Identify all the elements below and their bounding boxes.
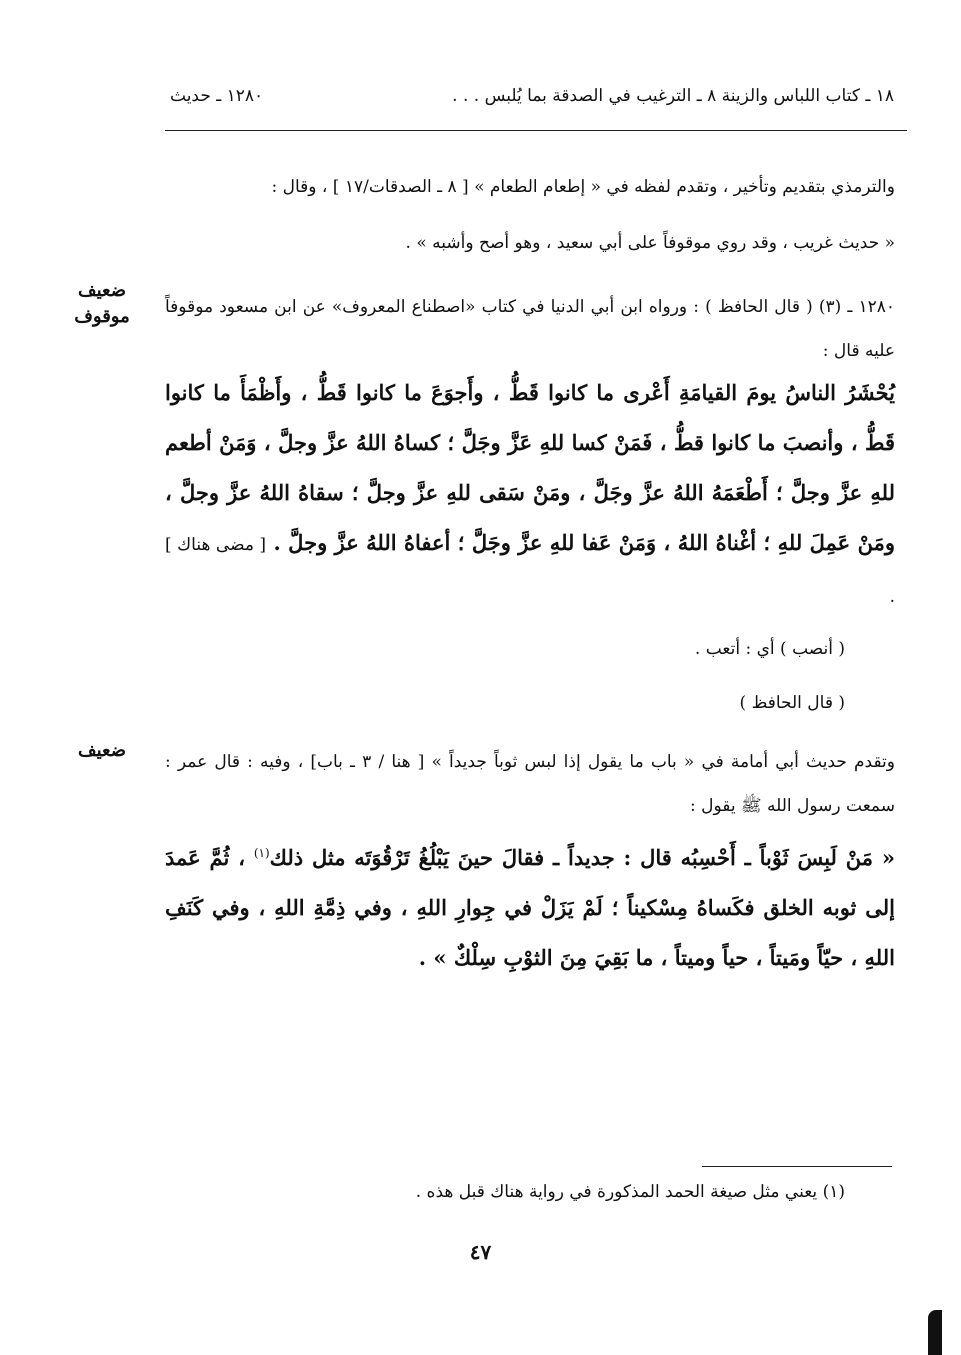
grade-daif: ضعيف [77, 280, 127, 301]
hadith-libas-rest: ، ثُمَّ عَمدَ إلى ثوبه الخلق فكَساهُ مِسْكيناً ؛ لَمْ يَزَلْ في جِوارِ اللهِ ، وفي ذِمَّةِ اللهِ ، وفي كَنَفِ اللهِ ، حيّاً ومَيتاً ، حياً وميتاً ، ما بَقِيَ مِنَ الثوْبِ سِلْكٌ » . [165, 845, 895, 970]
margin-grade-2: ضعيف [77, 740, 127, 761]
paragraph-tirmidhi: والترمذي بتقديم وتأخير ، وتقدم لفظه في « إطعام الطعام » [ ٨ ـ الصدقات/١٧ ] ، وقال : [271, 177, 895, 197]
paragraph-abu-umama: وتقدم حديث أبي أمامة في « باب ما يقول إذا لبس ثوباً جديداً » [ هنا / ٣ ـ باب] ، وفيه : قال عمر : سمعت رسول الله ﷺ يقول : [165, 752, 895, 816]
paragraph-hadith-1280: ١٢٨٠ ـ (٣) ( قال الحافظ ) : ورواه ابن أبي الدنيا في كتاب «اصطناع المعروف» عن ابن مسعود موقوفاً عليه قال : [165, 297, 896, 361]
hadith-text-1280 [165, 368, 895, 622]
footnote-rule [702, 1166, 892, 1167]
header-hadith-number: ١٢٨٠ ـ حديث [170, 86, 264, 106]
hadith-text-libas [165, 828, 895, 983]
page-number: ٤٧ [469, 1240, 492, 1264]
margin-grade-1 [68, 278, 136, 330]
running-header [170, 86, 894, 116]
header-rule [165, 130, 907, 131]
header-chapter: ١٨ ـ كتاب اللباس والزينة ٨ ـ الترغيب في الصدقة بما يُلبس . . . [452, 86, 894, 106]
footnote: (١) يعني مثل صيغة الحمد المذكورة في رواية هناك قبل هذه . [415, 1182, 845, 1202]
footnote-marker[interactable]: (١) [253, 846, 270, 860]
hadith-libas-start: « مَنْ لَبِسَ ثَوْباً ـ أَحْسِبُه قال : جديداً ـ فقالَ حينَ يَبْلُغُ تَرْقُوَتَه مثل ذلك [269, 845, 895, 870]
hadith-reference: [ مضى هناك ] . [165, 535, 895, 607]
explanation-ansab: ( أنصب ) أي : أتعب . [694, 639, 845, 659]
grade-mawquf: موقوف [74, 306, 130, 327]
scan-edge-mark [928, 1310, 942, 1355]
paragraph-gharib: « حديث غريب ، وقد روي موقوفاً على أبي سعيد ، وهو أصح وأشبه » . [405, 233, 895, 253]
qal-al-hafiz: ( قال الحافظ ) [739, 693, 845, 713]
hadith-body: يُحْشَرُ الناسُ يومَ القيامَةِ أَعْرى ما كانوا قَطُّ ، وأَجوَعَ ما كانوا قَطُّ ، وأَظْمَأَ ما كانوا قَطُّ ، وأنصبَ ما كانوا قطُّ ، فَمَنْ كسا للهِ عَزَّ وجَلَّ ؛ كساهُ اللهُ عزَّ وجلَّ ، وَمَنْ أطعم للهِ عزَّ وجلَّ ؛ أَطْعَمَهُ اللهُ عزَّ وجَلَّ ، ومَنْ سَقى للهِ عزَّ وجلَّ ؛ سقاهُ اللهُ عزَّ وجلَّ ، ومَنْ عَمِلَ للهِ ؛ أغْناهُ اللهُ ، وَمَنْ عَفا للهِ عزَّ وجَلَّ ؛ أعفاهُ اللهُ عزَّ وجلَّ . [165, 380, 895, 555]
